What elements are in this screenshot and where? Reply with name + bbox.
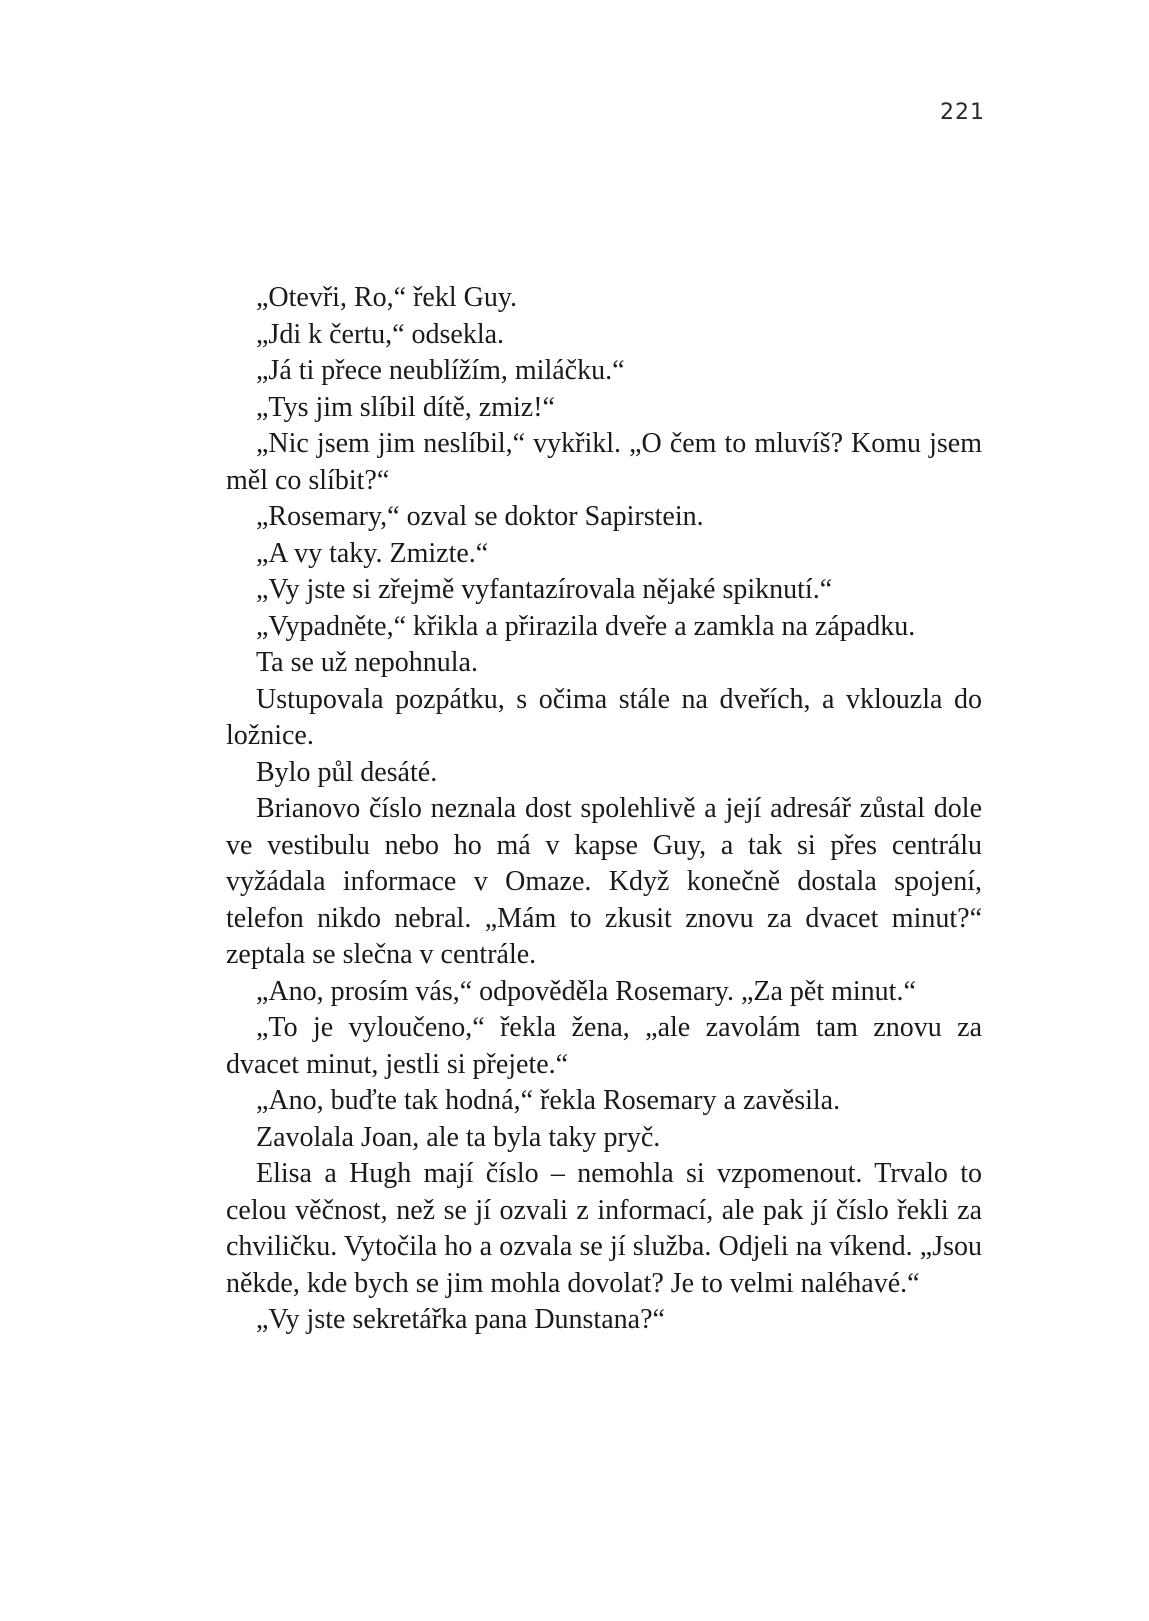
- paragraph: Brianovo číslo neznala dost spolehlivě a její adresář zůstal dole ve vestibulu nebo ho má v kapse Guy, a tak si přes centrálu vyžádala informace v Omaze. Když konečně dostala spojení, telefon nikdo nebral. „Mám to zkusit znovu za dvacet minut?“ zeptala se slečna v centrále.: [226, 793, 982, 970]
- paragraph: „Ano, prosím vás,“ odpověděla Rosemary. „Za pět minut.“: [256, 975, 916, 1007]
- paragraph: „Jdi k čertu,“ odsekla.: [256, 318, 505, 350]
- paragraph: „Vy jste sekretářka pana Dunstana?“: [256, 1304, 665, 1335]
- body-text: [226, 280, 982, 1339]
- paragraph: Ustupovala pozpátku, s očima stále na dveřích, a vklouzla do ložnice.: [226, 683, 982, 751]
- paragraph: „To je vyloučeno,“ řekla žena, „ale zavolám tam znovu za dvacet minut, jestli si přejete.“: [226, 1012, 982, 1080]
- paragraph: Zavolala Joan, ale ta byla taky pryč.: [256, 1121, 661, 1153]
- paragraph: Ta se už nepohnula.: [256, 647, 478, 678]
- paragraph: „Otevři, Ro,“ řekl Guy.: [256, 282, 517, 313]
- paragraph: „Vy jste si zřejmě vyfantazírovala nějaké spiknutí.“: [256, 574, 833, 605]
- paragraph: „Tys jim slíbil dítě, zmiz!“: [256, 391, 555, 423]
- paragraph: „Nic jsem jim neslíbil,“ vykřikl. „O čem to mluvíš? Komu jsem měl co slíbit?“: [226, 428, 982, 496]
- page-number: 221: [940, 100, 985, 125]
- paragraph: „Rosemary,“ ozval se doktor Sapirstein.: [256, 501, 704, 532]
- paragraph: „A vy taky. Zmizte.“: [256, 537, 489, 569]
- paragraph: Elisa a Hugh mají číslo – nemohla si vzpomenout. Trvalo to celou věčnost, než se jí ozvali z informací, ale pak jí číslo řekli za chviličku. Vytočila ho a ozvala se jí služba. Odjeli na víkend. „Jsou někde, kde bych se jim mohla dovolat? Je to velmi naléhavé.“: [226, 1158, 982, 1299]
- paragraph: „Vypadněte,“ křikla a přirazila dveře a zamkla na západku.: [256, 610, 916, 642]
- paragraph: „Já ti přece neublížím, miláčku.“: [256, 355, 625, 386]
- paragraph: Bylo půl desáté.: [256, 756, 438, 788]
- paragraph: „Ano, buďte tak hodná,“ řekla Rosemary a zavěsila.: [256, 1085, 841, 1116]
